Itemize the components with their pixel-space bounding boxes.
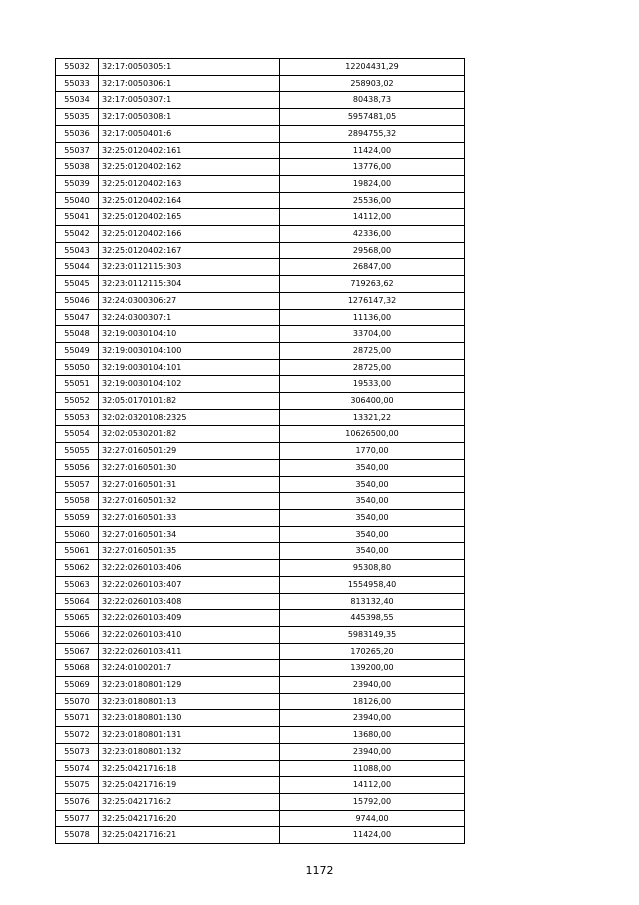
cadastral-number-cell: 32:25:0120402:164 bbox=[99, 192, 280, 209]
row-id-cell: 55053 bbox=[56, 409, 99, 426]
table-row bbox=[56, 326, 465, 343]
cadastral-number-cell: 32:27:0160501:32 bbox=[99, 493, 280, 510]
cadastral-number-cell: 32:02:0530201:82 bbox=[99, 426, 280, 443]
cadastral-number-cell: 32:23:0112115:303 bbox=[99, 259, 280, 276]
value-cell: 23940,00 bbox=[280, 710, 465, 727]
value-cell: 3540,00 bbox=[280, 526, 465, 543]
table-row bbox=[56, 509, 465, 526]
row-id-cell: 55056 bbox=[56, 459, 99, 476]
table-row bbox=[56, 593, 465, 610]
table-row bbox=[56, 459, 465, 476]
value-cell: 9744,00 bbox=[280, 810, 465, 827]
table-row bbox=[56, 543, 465, 560]
value-cell: 3540,00 bbox=[280, 493, 465, 510]
cadastral-number-cell: 32:22:0260103:406 bbox=[99, 560, 280, 577]
value-cell: 3540,00 bbox=[280, 509, 465, 526]
table-row bbox=[56, 643, 465, 660]
row-id-cell: 55047 bbox=[56, 309, 99, 326]
cadastral-number-cell: 32:23:0180801:132 bbox=[99, 743, 280, 760]
table-row bbox=[56, 125, 465, 142]
value-cell: 28725,00 bbox=[280, 359, 465, 376]
row-id-cell: 55048 bbox=[56, 326, 99, 343]
cadastral-number-cell: 32:25:0421716:21 bbox=[99, 827, 280, 844]
cadastral-number-cell: 32:23:0180801:130 bbox=[99, 710, 280, 727]
value-cell: 15792,00 bbox=[280, 793, 465, 810]
row-id-cell: 55077 bbox=[56, 810, 99, 827]
cadastral-number-cell: 32:27:0160501:34 bbox=[99, 526, 280, 543]
table-row bbox=[56, 175, 465, 192]
row-id-cell: 55055 bbox=[56, 443, 99, 460]
table-row bbox=[56, 92, 465, 109]
cadastral-number-cell: 32:22:0260103:407 bbox=[99, 576, 280, 593]
value-cell: 13680,00 bbox=[280, 727, 465, 744]
cadastral-number-cell: 32:25:0421716:2 bbox=[99, 793, 280, 810]
table-row bbox=[56, 743, 465, 760]
cadastral-number-cell: 32:23:0180801:131 bbox=[99, 727, 280, 744]
row-id-cell: 55058 bbox=[56, 493, 99, 510]
row-id-cell: 55076 bbox=[56, 793, 99, 810]
cadastral-number-cell: 32:25:0421716:20 bbox=[99, 810, 280, 827]
value-cell: 28725,00 bbox=[280, 342, 465, 359]
row-id-cell: 55063 bbox=[56, 576, 99, 593]
table-row bbox=[56, 359, 465, 376]
value-cell: 95308,80 bbox=[280, 560, 465, 577]
table-row bbox=[56, 242, 465, 259]
row-id-cell: 55072 bbox=[56, 727, 99, 744]
table-row bbox=[56, 793, 465, 810]
cadastral-number-cell: 32:25:0120402:167 bbox=[99, 242, 280, 259]
row-id-cell: 55075 bbox=[56, 777, 99, 794]
row-id-cell: 55066 bbox=[56, 626, 99, 643]
cadastral-number-cell: 32:22:0260103:411 bbox=[99, 643, 280, 660]
row-id-cell: 55049 bbox=[56, 342, 99, 359]
table-row bbox=[56, 760, 465, 777]
value-cell: 813132,40 bbox=[280, 593, 465, 610]
row-id-cell: 55037 bbox=[56, 142, 99, 159]
row-id-cell: 55038 bbox=[56, 159, 99, 176]
row-id-cell: 55050 bbox=[56, 359, 99, 376]
table-row bbox=[56, 610, 465, 627]
table-row bbox=[56, 109, 465, 126]
value-cell: 1770,00 bbox=[280, 443, 465, 460]
value-cell: 12204431,29 bbox=[280, 59, 465, 76]
cadastral-number-cell: 32:27:0160501:35 bbox=[99, 543, 280, 560]
value-cell: 10626500,00 bbox=[280, 426, 465, 443]
cadastral-number-cell: 32:25:0120402:161 bbox=[99, 142, 280, 159]
table-row bbox=[56, 493, 465, 510]
table-row bbox=[56, 426, 465, 443]
row-id-cell: 55035 bbox=[56, 109, 99, 126]
row-id-cell: 55071 bbox=[56, 710, 99, 727]
table-row bbox=[56, 376, 465, 393]
page-number: 1172 bbox=[305, 864, 334, 877]
table-row bbox=[56, 660, 465, 677]
row-id-cell: 55065 bbox=[56, 610, 99, 627]
cadastral-number-cell: 32:25:0120402:162 bbox=[99, 159, 280, 176]
table-row bbox=[56, 59, 465, 76]
cadastral-number-cell: 32:24:0300306:27 bbox=[99, 292, 280, 309]
row-id-cell: 55032 bbox=[56, 59, 99, 76]
row-id-cell: 55041 bbox=[56, 209, 99, 226]
table-row bbox=[56, 693, 465, 710]
cadastral-number-cell: 32:25:0421716:19 bbox=[99, 777, 280, 794]
value-cell: 14112,00 bbox=[280, 209, 465, 226]
cadastral-number-cell: 32:27:0160501:31 bbox=[99, 476, 280, 493]
cadastral-number-cell: 32:22:0260103:410 bbox=[99, 626, 280, 643]
row-id-cell: 55052 bbox=[56, 393, 99, 410]
table-row bbox=[56, 142, 465, 159]
value-cell: 23940,00 bbox=[280, 677, 465, 694]
value-cell: 42336,00 bbox=[280, 226, 465, 243]
table-row bbox=[56, 560, 465, 577]
row-id-cell: 55060 bbox=[56, 526, 99, 543]
value-cell: 139200,00 bbox=[280, 660, 465, 677]
value-cell: 18126,00 bbox=[280, 693, 465, 710]
cadastral-number-cell: 32:27:0160501:30 bbox=[99, 459, 280, 476]
cadastral-number-cell: 32:17:0050307:1 bbox=[99, 92, 280, 109]
table-row bbox=[56, 626, 465, 643]
row-id-cell: 55074 bbox=[56, 760, 99, 777]
table-row bbox=[56, 309, 465, 326]
cadastral-number-cell: 32:19:0030104:100 bbox=[99, 342, 280, 359]
table-row bbox=[56, 777, 465, 794]
cadastral-number-cell: 32:24:0100201:7 bbox=[99, 660, 280, 677]
row-id-cell: 55034 bbox=[56, 92, 99, 109]
cadastral-number-cell: 32:23:0180801:129 bbox=[99, 677, 280, 694]
value-cell: 1276147,32 bbox=[280, 292, 465, 309]
cadastral-number-cell: 32:17:0050308:1 bbox=[99, 109, 280, 126]
cadastral-number-cell: 32:19:0030104:101 bbox=[99, 359, 280, 376]
cadastral-number-cell: 32:25:0120402:165 bbox=[99, 209, 280, 226]
row-id-cell: 55069 bbox=[56, 677, 99, 694]
cadastral-number-cell: 32:19:0030104:102 bbox=[99, 376, 280, 393]
value-cell: 5983149,35 bbox=[280, 626, 465, 643]
table-row bbox=[56, 292, 465, 309]
row-id-cell: 55059 bbox=[56, 509, 99, 526]
value-cell: 11136,00 bbox=[280, 309, 465, 326]
value-cell: 3540,00 bbox=[280, 476, 465, 493]
row-id-cell: 55062 bbox=[56, 560, 99, 577]
value-cell: 3540,00 bbox=[280, 543, 465, 560]
row-id-cell: 55039 bbox=[56, 175, 99, 192]
cadastral-number-cell: 32:25:0120402:163 bbox=[99, 175, 280, 192]
row-id-cell: 55064 bbox=[56, 593, 99, 610]
row-id-cell: 55054 bbox=[56, 426, 99, 443]
cadastral-number-cell: 32:27:0160501:29 bbox=[99, 443, 280, 460]
value-cell: 306400,00 bbox=[280, 393, 465, 410]
row-id-cell: 55061 bbox=[56, 543, 99, 560]
value-cell: 25536,00 bbox=[280, 192, 465, 209]
value-cell: 13321,22 bbox=[280, 409, 465, 426]
table-row bbox=[56, 259, 465, 276]
table-row bbox=[56, 393, 465, 410]
table-row bbox=[56, 159, 465, 176]
value-cell: 11088,00 bbox=[280, 760, 465, 777]
table-row bbox=[56, 75, 465, 92]
cadastral-number-cell: 32:23:0112115:304 bbox=[99, 276, 280, 293]
cadastral-number-cell: 32:22:0260103:408 bbox=[99, 593, 280, 610]
value-cell: 33704,00 bbox=[280, 326, 465, 343]
value-cell: 5957481,05 bbox=[280, 109, 465, 126]
row-id-cell: 55045 bbox=[56, 276, 99, 293]
value-cell: 170265,20 bbox=[280, 643, 465, 660]
table-row bbox=[56, 276, 465, 293]
cadastral-number-cell: 32:17:0050305:1 bbox=[99, 59, 280, 76]
table-row bbox=[56, 810, 465, 827]
value-cell: 1554958,40 bbox=[280, 576, 465, 593]
row-id-cell: 55068 bbox=[56, 660, 99, 677]
row-id-cell: 55040 bbox=[56, 192, 99, 209]
value-cell: 719263,62 bbox=[280, 276, 465, 293]
value-cell: 14112,00 bbox=[280, 777, 465, 794]
table-body bbox=[56, 59, 465, 844]
table-row bbox=[56, 827, 465, 844]
value-cell: 26847,00 bbox=[280, 259, 465, 276]
value-cell: 13776,00 bbox=[280, 159, 465, 176]
row-id-cell: 55057 bbox=[56, 476, 99, 493]
value-cell: 11424,00 bbox=[280, 142, 465, 159]
table-row bbox=[56, 226, 465, 243]
table-row bbox=[56, 342, 465, 359]
row-id-cell: 55070 bbox=[56, 693, 99, 710]
table-row bbox=[56, 476, 465, 493]
value-cell: 80438,73 bbox=[280, 92, 465, 109]
row-id-cell: 55044 bbox=[56, 259, 99, 276]
table-row bbox=[56, 409, 465, 426]
value-cell: 2894755,32 bbox=[280, 125, 465, 142]
table-row bbox=[56, 443, 465, 460]
cadastral-number-cell: 32:02:0320108:2325 bbox=[99, 409, 280, 426]
row-id-cell: 55067 bbox=[56, 643, 99, 660]
value-cell: 11424,00 bbox=[280, 827, 465, 844]
row-id-cell: 55046 bbox=[56, 292, 99, 309]
row-id-cell: 55078 bbox=[56, 827, 99, 844]
cadastral-number-cell: 32:25:0421716:18 bbox=[99, 760, 280, 777]
value-cell: 19533,00 bbox=[280, 376, 465, 393]
row-id-cell: 55042 bbox=[56, 226, 99, 243]
cadastral-value-table bbox=[55, 58, 465, 844]
cadastral-number-cell: 32:25:0120402:166 bbox=[99, 226, 280, 243]
table-row bbox=[56, 576, 465, 593]
value-cell: 258903,02 bbox=[280, 75, 465, 92]
cadastral-number-cell: 32:22:0260103:409 bbox=[99, 610, 280, 627]
value-cell: 445398,55 bbox=[280, 610, 465, 627]
table-row bbox=[56, 710, 465, 727]
row-id-cell: 55036 bbox=[56, 125, 99, 142]
table-row bbox=[56, 677, 465, 694]
cadastral-number-cell: 32:17:0050401:6 bbox=[99, 125, 280, 142]
cadastral-number-cell: 32:27:0160501:33 bbox=[99, 509, 280, 526]
cadastral-number-cell: 32:23:0180801:13 bbox=[99, 693, 280, 710]
table-row bbox=[56, 526, 465, 543]
value-cell: 29568,00 bbox=[280, 242, 465, 259]
row-id-cell: 55051 bbox=[56, 376, 99, 393]
cadastral-number-cell: 32:24:0300307:1 bbox=[99, 309, 280, 326]
cadastral-number-cell: 32:19:0030104:10 bbox=[99, 326, 280, 343]
row-id-cell: 55073 bbox=[56, 743, 99, 760]
value-cell: 23940,00 bbox=[280, 743, 465, 760]
table-row bbox=[56, 209, 465, 226]
table-row bbox=[56, 727, 465, 744]
row-id-cell: 55033 bbox=[56, 75, 99, 92]
value-cell: 3540,00 bbox=[280, 459, 465, 476]
row-id-cell: 55043 bbox=[56, 242, 99, 259]
cadastral-number-cell: 32:17:0050306:1 bbox=[99, 75, 280, 92]
cadastral-number-cell: 32:05:0170101:82 bbox=[99, 393, 280, 410]
value-cell: 19824,00 bbox=[280, 175, 465, 192]
table-row bbox=[56, 192, 465, 209]
